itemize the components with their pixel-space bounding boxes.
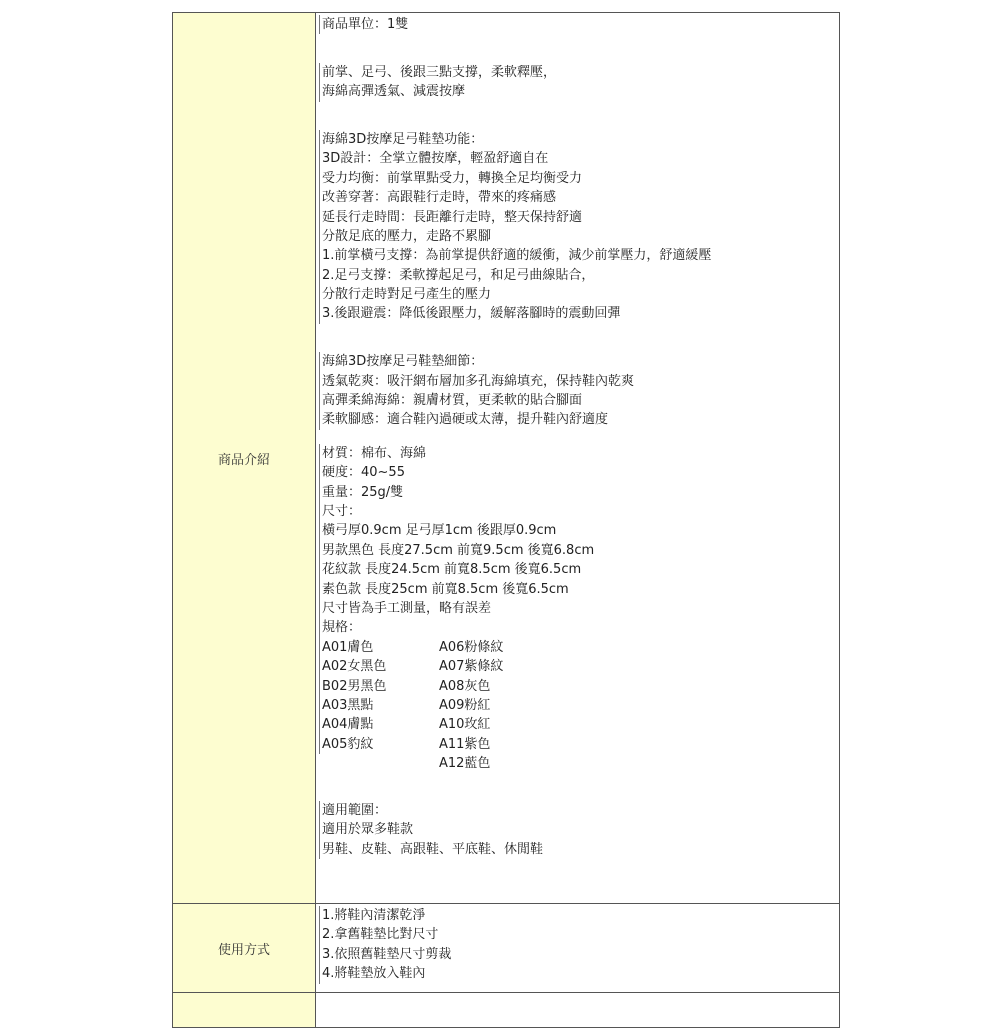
details-title: 海綿3D按摩足弓鞋墊細節： [319, 352, 835, 371]
spec-line: 重量：25g/雙 [319, 483, 835, 502]
spec-line: 硬度：40~55 [319, 463, 835, 482]
detail-line: 柔軟腳感：適合鞋內過硬或太薄，提升鞋內舒適度 [319, 410, 835, 429]
spec-line: 尺寸： [319, 502, 835, 521]
usage-step: 1.將鞋內清潔乾淨 [319, 906, 835, 925]
function-line: 分散行走時對足弓產生的壓力 [319, 285, 835, 304]
spec-line: 尺寸皆為手工測量，略有誤差 [319, 599, 835, 618]
variant-item: A09粉紅 [439, 697, 491, 713]
scope-line: 男鞋、皮鞋、高跟鞋、平底鞋、休閒鞋 [319, 840, 835, 859]
detail-line: 透氣乾爽：吸汗網布層加多孔海綿填充，保持鞋內乾爽 [319, 372, 835, 391]
tail-content [316, 993, 840, 1028]
variant-item: A08灰色 [439, 678, 491, 694]
usage-row [173, 904, 840, 993]
usage-step: 2.拿舊鞋墊比對尺寸 [319, 925, 835, 944]
variant-item: A12藍色 [439, 756, 491, 772]
tail-label [173, 993, 316, 1028]
scope-line: 適用於眾多鞋款 [319, 820, 835, 839]
variant-columns [320, 638, 835, 774]
intro-label: 商品介紹 [173, 13, 316, 904]
variant-item: A02女黑色 [319, 657, 438, 676]
spec-line: 橫弓厚0.9cm 足弓厚1cm 後跟厚0.9cm [319, 521, 835, 540]
support-line: 海綿高彈透氣、減震按摩 [319, 82, 835, 101]
function-line: 延長行走時間：長距離行走時，整天保持舒適 [319, 208, 835, 227]
intro-content [316, 13, 840, 904]
function-line: 改善穿著：高跟鞋行走時，帶來的疼痛感 [319, 188, 835, 207]
support-line: 前掌、足弓、後跟三點支撐，柔軟釋壓， [319, 63, 835, 82]
spec-line: 花紋款 長度24.5cm 前寬8.5cm 後寬6.5cm [319, 560, 835, 579]
function-line: 3.後跟避震：降低後跟壓力，緩解落腳時的震動回彈 [319, 304, 835, 323]
usage-step: 3.依照舊鞋墊尺寸剪裁 [319, 945, 835, 964]
usage-step: 4.將鞋墊放入鞋內 [319, 964, 835, 983]
detail-line: 高彈柔綿海綿：親膚材質，更柔軟的貼合腳面 [319, 391, 835, 410]
spec-line: 素色款 長度25cm 前寬8.5cm 後寬6.5cm [319, 580, 835, 599]
function-line: 1.前掌橫弓支撐：為前掌提供舒適的緩衝，減少前掌壓力，舒適緩壓 [319, 246, 835, 265]
variant-item: A11紫色 [439, 736, 491, 752]
variant-column-right [438, 638, 638, 774]
scope-title: 適用範圍： [319, 801, 835, 820]
functions-title: 海綿3D按摩足弓鞋墊功能： [319, 130, 835, 149]
variant-item: A06粉條紋 [439, 639, 504, 655]
function-line: 分散足底的壓力，走路不累腳 [319, 227, 835, 246]
variant-item: A07紫條紋 [439, 659, 504, 675]
variant-item: A01膚色 [319, 638, 438, 657]
usage-content [316, 904, 840, 993]
variant-item: B02男黑色 [319, 677, 438, 696]
function-line: 受力均衡：前掌單點受力，轉換全足均衡受力 [319, 169, 835, 188]
tail-row [173, 993, 840, 1028]
variant-item: A04膚點 [319, 715, 438, 734]
unit-line: 商品單位：1雙 [319, 15, 835, 34]
function-line: 2.足弓支撐：柔軟撐起足弓，和足弓曲線貼合， [319, 266, 835, 285]
spec-line: 男款黑色 長度27.5cm 前寬9.5cm 後寬6.8cm [319, 541, 835, 560]
variant-item: A05豹紋 [319, 735, 438, 754]
product-spec-table [172, 12, 840, 1028]
variant-item: A10玫紅 [439, 717, 491, 733]
spec-line: 規格： [319, 618, 835, 637]
variant-column-left [320, 638, 438, 774]
intro-row [173, 13, 840, 904]
spec-table [172, 12, 840, 1028]
spec-line: 材質：棉布、海綿 [319, 444, 835, 463]
usage-label: 使用方式 [173, 904, 316, 993]
variant-item: A03黑點 [319, 696, 438, 715]
function-line: 3D設計：全掌立體按摩，輕盈舒適自在 [319, 149, 835, 168]
